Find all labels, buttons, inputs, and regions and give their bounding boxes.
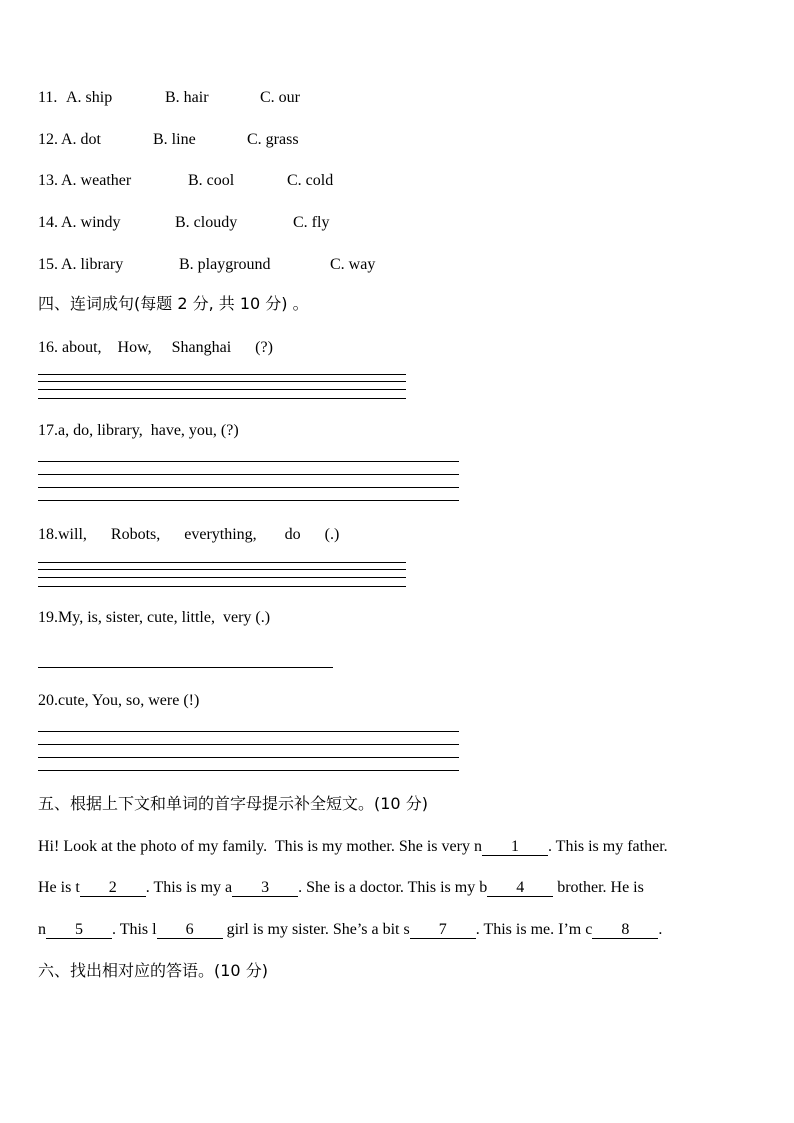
option-c: C. way <box>330 256 376 273</box>
passage-text: Hi! Look at the photo of my family. This is my mother. She is very n <box>38 838 482 855</box>
question-number: 14. <box>38 214 58 231</box>
blank-1[interactable]: 1 <box>482 839 548 856</box>
question-19: 19.My, is, sister, cute, little, very (.) <box>38 609 271 626</box>
question-number: 15. <box>38 256 58 273</box>
passage-text: . This is my father. <box>547 838 668 855</box>
answer-line <box>38 389 406 390</box>
question-18: 18.will, Robots, everything, do (.) <box>38 526 340 543</box>
question-17: 17.a, do, library, have, you, (?) <box>38 422 239 439</box>
answer-line <box>38 500 459 501</box>
blank-4[interactable]: 4 <box>487 880 553 897</box>
answer-line <box>38 487 459 488</box>
passage-text: . This is my a <box>145 879 233 896</box>
answer-line <box>38 461 459 462</box>
blank-3[interactable]: 3 <box>232 880 298 897</box>
option-b: B. playground <box>179 256 271 273</box>
blank-6[interactable]: 6 <box>157 922 223 939</box>
answer-line <box>38 398 406 399</box>
option-a: A. windy <box>61 214 121 231</box>
answer-line <box>38 731 459 732</box>
answer-line <box>38 374 406 375</box>
passage-line-1 <box>38 837 668 857</box>
passage-text: brother. He is <box>553 879 644 896</box>
passage-text: He is t <box>38 879 80 896</box>
question-number: 11. <box>38 89 62 106</box>
passage-line-2 <box>38 878 644 898</box>
passage-text: girl is my sister. She’s a bit s <box>222 921 410 938</box>
option-b: B. line <box>153 131 196 148</box>
question-number: 12. <box>38 131 58 148</box>
section5-heading: 五、根据上下文和单词的首字母提示补全短文。(10 分) <box>38 794 428 813</box>
answer-line <box>38 586 406 587</box>
answer-line <box>38 770 459 771</box>
answer-line <box>38 562 406 563</box>
option-b: B. hair <box>165 89 209 106</box>
blank-5[interactable]: 5 <box>46 922 112 939</box>
question-20: 20.cute, You, so, were (!) <box>38 692 200 709</box>
option-a: A. weather <box>61 172 132 189</box>
blank-2[interactable]: 2 <box>80 880 146 897</box>
passage-line-3 <box>38 920 662 940</box>
option-a: A. dot <box>61 131 101 148</box>
section6-heading: 六、找出相对应的答语。(10 分) <box>38 961 268 980</box>
option-c: C. grass <box>247 131 299 148</box>
option-a: A. ship <box>66 89 113 106</box>
option-c: C. cold <box>287 172 334 189</box>
answer-line <box>38 757 459 758</box>
blank-8[interactable]: 8 <box>592 922 658 939</box>
answer-line <box>38 381 406 382</box>
option-c: C. fly <box>293 214 330 231</box>
answer-line <box>38 744 459 745</box>
option-a: A. library <box>61 256 124 273</box>
passage-text: . This l <box>112 921 157 938</box>
question-number: 13. <box>38 172 58 189</box>
answer-line <box>38 569 406 570</box>
option-b: B. cool <box>188 172 235 189</box>
blank-7[interactable]: 7 <box>410 922 476 939</box>
passage-text: n <box>38 921 46 938</box>
option-b: B. cloudy <box>175 214 238 231</box>
answer-line <box>38 667 333 668</box>
answer-line <box>38 474 459 475</box>
passage-text: . She is a doctor. This is my b <box>298 879 488 896</box>
passage-text: . This is me. I’m c <box>475 921 593 938</box>
option-c: C. our <box>260 89 300 106</box>
passage-text: . <box>658 921 663 938</box>
answer-line <box>38 577 406 578</box>
question-16: 16. about, How, Shanghai (?) <box>38 339 273 356</box>
section4-heading: 四、连词成句(每题 2 分, 共 10 分) 。 <box>38 294 309 313</box>
